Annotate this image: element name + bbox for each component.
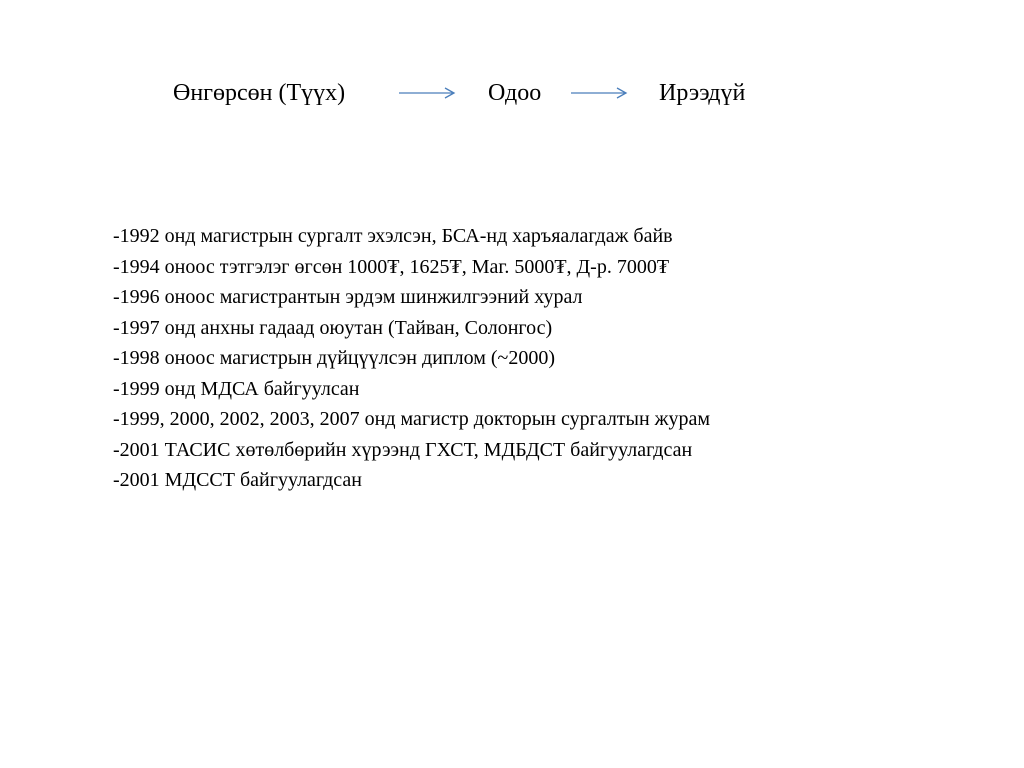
history-item: -1994 оноос тэтгэлэг өгсөн 1000₮, 1625₮, Маг. 5000₮, Д-р. 7000₮ xyxy=(113,255,670,278)
history-item: -2001 ТАСИС хөтөлбөрийн хүрээнд ГХСТ, МДБДСТ байгуулагдсан xyxy=(113,438,693,461)
right-arrow-icon xyxy=(398,84,456,102)
timeline-header xyxy=(0,75,1024,111)
history-item: -1999 онд МДСА байгуулсан xyxy=(113,377,360,400)
history-item: -1996 оноос магистрантын эрдэм шинжилгээний хурал xyxy=(113,286,583,308)
history-item: -1997 онд анхны гадаад оюутан (Тайван, Солонгос) xyxy=(113,316,553,339)
history-item: -1998 оноос магистрын дүйцүүлсэн диплом (~2000) xyxy=(113,347,555,369)
right-arrow-icon xyxy=(570,84,628,102)
history-item: -1999, 2000, 2002, 2003, 2007 онд магистр докторын сургалтын журам xyxy=(113,408,711,430)
stage-past-label: Өнгөрсөн (Түүх) xyxy=(173,80,346,106)
stage-present-label: Одоо xyxy=(488,80,542,106)
history-item: -2001 МДССТ байгуулагдсан xyxy=(113,469,363,491)
stage-future-label: Ирээдүй xyxy=(659,80,746,106)
history-list xyxy=(113,221,993,496)
history-item: -1992 онд магистрын сургалт эхэлсэн, БСА-нд харъяалагдаж байв xyxy=(113,225,673,247)
